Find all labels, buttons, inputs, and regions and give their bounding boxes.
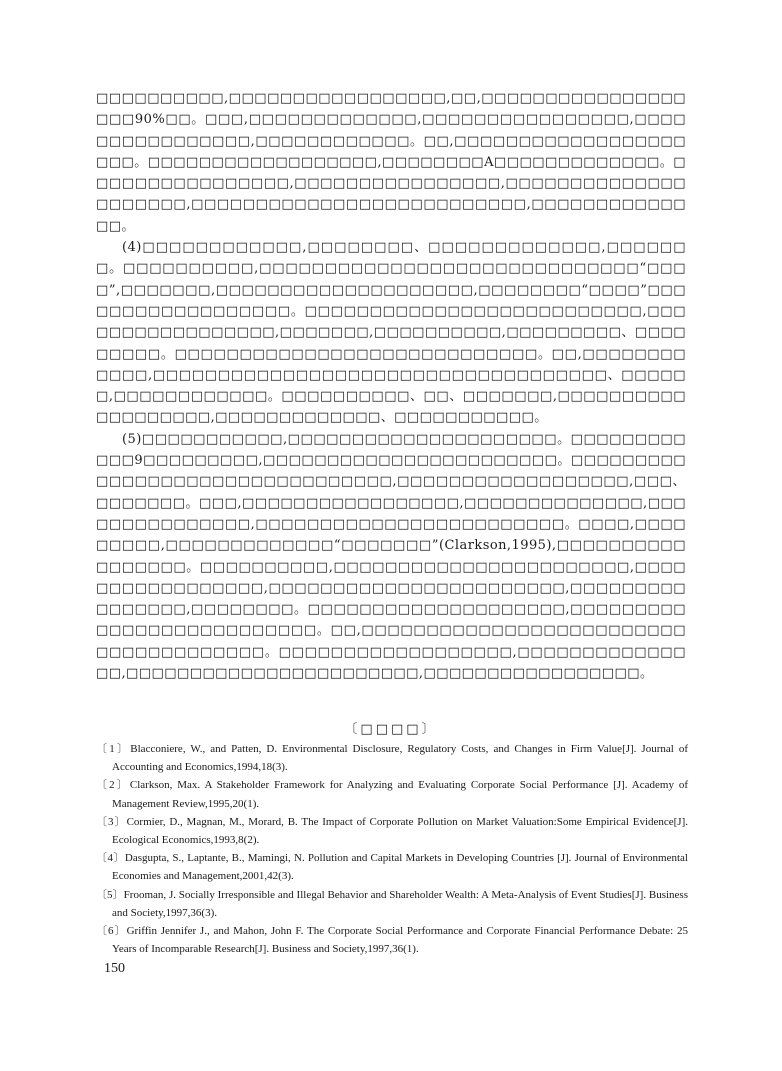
page-number: 150 — [104, 961, 125, 976]
reference-item-1: 〔1〕Blacconiere, W., and Patten, D. Environmental Disclosure, Regulatory Costs, and Changes in Firm Value[J]. Journal of Accounting and Economics,1994,18(3). — [96, 743, 688, 774]
reference-item-2: 〔2〕Clarkson, Max. A Stakeholder Framework for Analyzing and Evaluating Corporate Social Performance [J]. Academy of Management Review,1995,20(1). — [96, 779, 688, 810]
paragraph-3: (5)□□□□□□□□□□□,□□□□□□□□□□□□□□□□□□□□□。□□□□□□□□□□□□9□□□□□□□□□,□□□□□□□□□□□□□□□□□□□□□□□。□□□□□□□□□□□□□□□□□□□□□□□□□□□□□□□□,□□□□□□□□□□□□□□□□□□,□□□、□□□□□□□。□□□,□□□□□□□□□□□□□□□□□,□□□□□□□□□□□□□□,□□□□□□□□□□□□□□□,□□□□□□□□□□□□□□□□□□□□□□□□。□□□□,□□□□□□□□□,□□□□□□□□□□□□□“□□□□□□□”(Clarkson,1995),□□□□□□□□□□□□□□□□□。□□□□□□□□□□,□□□□□□□□□□□□□□□□□□□□□□□,□□□□□□□□□□□□□□□□□,□□□□□□□□□□□□□□□□□□□□□□□,□□□□□□□□□□□□□□□□,□□□□□□□□。□□□□□□□□□□□□□□□□□□□□,□□□□□□□□□□□□□□□□□□□□□□□□□□。□□,□□□□□□□□□□□□□□□□□□□□□□□□□□□□□□□□□□□□□□。□□□□□□□□□□□□□□□□□□,□□□□□□□□□□□□□□□,□□□□□□□□□□□□□□□□□□□□□□□,□□□□□□□□□□□□□□□□□。 — [96, 431, 686, 682]
paragraph-1: □□□□□□□□□□,□□□□□□□□□□□□□□□□□,□□,□□□□□□□□□□□□□□□□□□□90%□□。□□□,□□□□□□□□□□□□□,□□□□□□□□□□□□□□□□,□□□□□□□□□□□□□□□□,□□□□□□□□□□□□。□□,□□□□□□□□□□□□□□□□□□□□□。□□□□□□□□□□□□□□□□□□,□□□□□□□□A□□□□□□□□□□□□□。□□□□□□□□□□□□□□□□,□□□□□□□□□□□□□□□□,□□□□□□□□□□□□□□□□□□□□□,□□□□□□□□□□□□□□□□□□□□□□□□□□,□□□□□□□□□□□□□□。 — [96, 91, 686, 234]
reference-item-5: 〔5〕Frooman, J. Socially Irresponsible and Illegal Behavior and Shareholder Wealth: A Meta-Analysis of Event Studies[J]. Business and Society,1997,36(3). — [96, 888, 688, 919]
reference-item-4: 〔4〕Dasgupta, S., Laptante, B., Mamingi, N. Pollution and Capital Markets in Developing Countries [J]. Journal of Environmental Economies and Management,2001,42(3). — [96, 852, 688, 883]
references-heading: 〔□□□□〕 — [344, 722, 438, 737]
reference-item-6: 〔6〕Griffin Jennifer J., and Mahon, John F. The Corporate Social Performance and Corporate Financial Performance Debate: 25 Years of Incomparable Research[J]. Business and Society,1997,36(1). — [96, 925, 688, 956]
references-list — [96, 740, 688, 958]
body-text — [96, 88, 686, 684]
paragraph-2: (4)□□□□□□□□□□□□,□□□□□□□□、□□□□□□□□□□□□□,□□□□□□□。□□□□□□□□□□,□□□□□□□□□□□□□□□□□□□□□□□□□□□□□“□□□□”,□□□□□□□,□□□□□□□□□□□□□□□□□□□□,□□□□□□□□“□□□□”□□□□□□□□□□□□□□□□□□。□□□□□□□□□□□□□□□□□□□□□□□□□□,□□□□□□□□□□□□□□□□□,□□□□□□□,□□□□□□□□□□,□□□□□□□□□、□□□□□□□□□。□□□□□□□□□□□□□□□□□□□□□□□□□□□□。□□,□□□□□□□□□□□□,□□□□□□□□□□□□□□□□□□□□□□□□□□□□□□□□□□□、□□□□□□,□□□□□□□□□□□□。□□□□□□□□□□、□□、□□□□□□□,□□□□□□□□□□□□□□□□□□□,□□□□□□□□□□□□□、□□□□□□□□□□□。 — [96, 240, 686, 426]
reference-item-3: 〔3〕Cormier, D., Magnan, M., Morard, B. The Impact of Corporate Pollution on Market Valuation:Some Empirical Evidence[J]. Ecological Economics,1993,8(2). — [96, 815, 688, 847]
